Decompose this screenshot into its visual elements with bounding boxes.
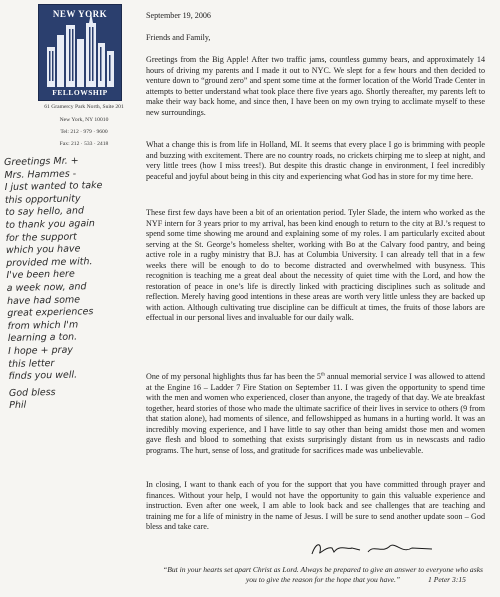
logo-org-bottom: FELLOWSHIP xyxy=(52,88,108,97)
note-line: have had some xyxy=(6,293,81,307)
note-line: Mrs. Hammes - xyxy=(4,168,77,181)
note-line: to say hello, and xyxy=(5,205,85,219)
fellowship-logo xyxy=(38,4,122,101)
note-closing: God bless xyxy=(8,386,56,399)
closing-quote: “But in your hearts set apart Christ as Lord. Always be prepared to give an answer to everyone who asks you to give the reason for the hope that you have.” xyxy=(162,565,484,584)
logo-org-top: NEW YORK xyxy=(52,9,108,19)
paragraph-3: These first few days have been a bit of an orientation period. Tyler Slade, the intern who worked as the NYF intern for 3 years prior to my arrival, has been kind enough to return to the city at BJ.’s request to spend some time showing me around and explaining some of my roles. I am particularly excited about serving at the St. George’s homeless shelter, working with Bo at the Calvary food pantry, and being active role in a rugby ministry that B.J. has at Columbia University. I can already tell that in a few weeks there will be enough to do to become distracted and overwhelmed with busyness. This recognition is teaching me a great deal about the necessity of quiet time with the Lord, and how the restoration of peace in one’s life is directly linked with practicing disciplines such as solitude and reflection. Merely having good intentions in these areas are worth very little unless they are backed up with action. Although cultivating true discipline can be difficult at times, the fruits of those labors are effectual in our personal lives and invaluable for our daily walk. xyxy=(146,208,485,322)
note-signature: Phil xyxy=(9,399,27,412)
note-line: I've been here xyxy=(6,268,75,282)
salutation: Friends and Family, xyxy=(146,33,211,42)
note-line: great experiences xyxy=(7,306,94,320)
note-line: learning a ton. xyxy=(7,331,78,345)
paragraph-2: What a change this is from life in Holland, MI. It seems that every place I go is brimming with people and buzzing with excitement. There are no country roads, no crickets chirping me to sleep at night, and very little trees (how I miss trees!). But despite this drastic change in environment, I feel incredibly peaceful and joyful about being in this city and experiencing what God has in store for my time here. xyxy=(146,140,485,181)
paragraph-4: One of my personal highlights thus far has been the 5th annual memorial service I was allowed to attend at the Engine 16 – Ladder 7 Fire Station on September 11. I was given the opportunity to spend time with the men and women who experienced, closer than anyone, the tragedy of that day. We ate breakfast together, heard stories of those who made the ultimate sacrifice of their lives in service to others (9 from that station alone), had moments of silence, and fellowshipped as humans in a hurting world. It was an incredibly moving experience, and I have little to say other than being amidst those men and women gave flesh and blood to something that exists surprisingly distant from us in newscasts and radio programs. The hurt, sense of loss, and gratitude for sacrifices made was unbelievable. xyxy=(146,372,485,455)
paragraph-1: Greetings from the Big Apple! After two traffic jams, countless gummy bears, and approximately 14 hours of driving my parents and I made it out to NYC. We slept for a few hours and then decided to venture down to “ground zero” and spent some time at the former location of the World Trade Center in attempts to better understand what took place there five years ago. Shortly thereafter, my parents left to make their way back home, and since then, I have been on my own trying to acclimate myself to these new surroundings. xyxy=(146,55,485,117)
address-line1: 61 Gramercy Park North, Suite 201 xyxy=(44,104,124,110)
note-line: a week now, and xyxy=(6,281,87,294)
note-line: which you have xyxy=(5,243,81,257)
note-line: from which I'm xyxy=(7,319,79,332)
note-line: to thank you again xyxy=(5,218,96,231)
note-line: finds you well. xyxy=(8,369,78,383)
note-line: this opportunity xyxy=(4,193,81,206)
address-line2: New York, NY 10010 xyxy=(59,117,109,123)
note-line: I just wanted to take xyxy=(4,180,103,194)
note-line: this letter xyxy=(8,357,55,370)
signature-scrawl-icon xyxy=(308,540,438,558)
note-line: I hope + pray xyxy=(7,344,74,357)
fax-number: Fax: 212 · 533 · 2418 xyxy=(59,141,109,147)
quote-reference: 1 Peter 3:15 xyxy=(428,575,466,584)
note-line: provided me with. xyxy=(6,255,93,269)
paragraph-5: In closing, I want to thank each of you for the support that you have committed through prayer and finances. Without your help, I would not have the opportunity to gain this valuable experience and instruction. Even after one week, I am able to look back and see challenges that are teaching and training me for a life of ministry in the name of Jesus. I will be sure to send another update soon – God bless and take care. xyxy=(146,480,485,531)
phone-number: Tel: 212 · 979 · 9600 xyxy=(60,129,108,135)
note-line: Greetings Mr. + xyxy=(4,155,79,168)
note-line: for the support xyxy=(5,231,77,244)
skyline-icon xyxy=(39,5,121,100)
handwritten-note xyxy=(4,154,147,413)
letter-date: September 19, 2006 xyxy=(146,11,211,20)
